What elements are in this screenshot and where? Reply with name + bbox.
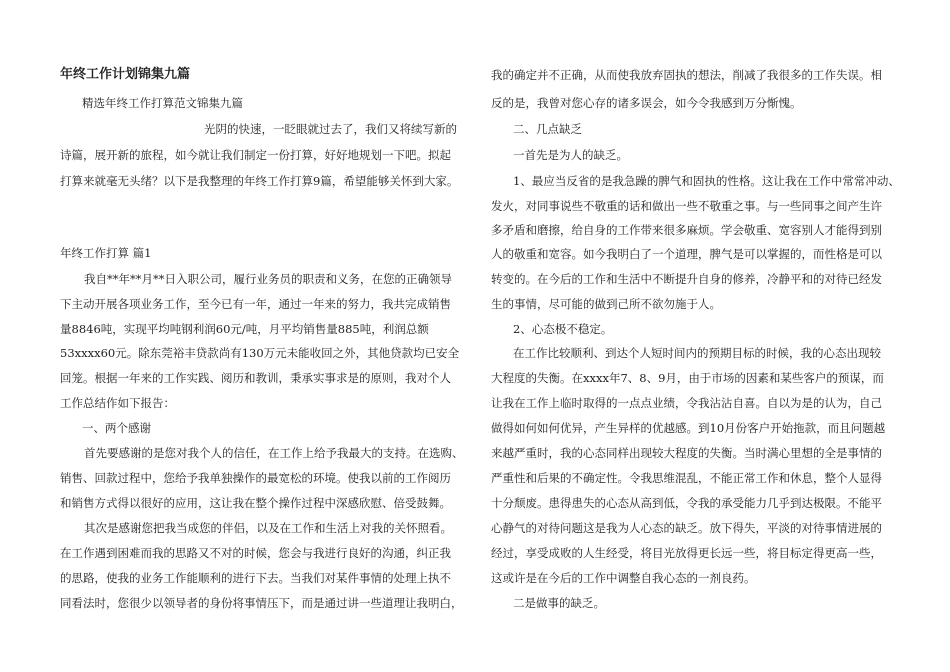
- paragraph-line: 回笼。根据一年来的工作实践、阅历和教训，秉承实事求是的原则，我对个人: [60, 371, 451, 385]
- paragraph-line: 在工作遇到困难而我的思路又不对的时候，您会与我进行良好的沟通，纠正我: [60, 546, 451, 560]
- paragraph-line: 其次是感谢您把我当成您的伴侣，以及在工作和生活上对我的关怀照看。: [84, 521, 452, 535]
- paragraph-line: 我自**年**月**日入职公司，履行业务员的职责和义务，在您的正确领导: [84, 272, 452, 286]
- paragraph-line: 1、最应当反省的是我急躁的脾气和固执的性格。这让我在工作中常常冲动、: [513, 174, 900, 188]
- paragraph-line: 严重性和后果的不确定性。令我思维混乱，不能正常工作和休息，整个人显得: [491, 471, 882, 485]
- heading: 一、两个感谢: [82, 421, 151, 435]
- section-title: 年终工作打算 篇1: [60, 246, 152, 260]
- paragraph-line: 工作总结作如下报告：: [60, 396, 175, 410]
- paragraph-line: 下主动开展各项业务工作，至今已有一年，通过一年来的努力，我共完成销售: [60, 297, 451, 311]
- subheading: 一首先是为人的缺乏。: [513, 148, 628, 162]
- paragraph-line: 心静气的对待问题这是我为人心态的缺乏。放下得失，平淡的对待事情进展的: [491, 521, 882, 535]
- paragraph-line: 在工作比较顺利、到达个人短时间内的预期目标的时候，我的心态出现较: [513, 346, 881, 360]
- subheading: 2、心态极不稳定。: [513, 322, 613, 336]
- subheading: 二是做事的缺乏。: [513, 596, 605, 610]
- paragraph-line: 的思路，使我的业务工作能顺利的进行下去。当我们对某件事情的处理上执不: [60, 571, 451, 585]
- paragraph-line: 反的是，我曾对您心存的诸多误会，如今令我感到万分惭愧。: [491, 96, 802, 110]
- paragraph-line: 首先要感谢的是您对我个人的信任，在工作上给予我最大的支持。在选购、: [84, 446, 464, 460]
- paragraph-line: 我的确定并不正确，从而使我放弃固执的想法，削减了我很多的工作失误。相: [491, 68, 882, 82]
- heading: 二、几点缺乏: [513, 122, 582, 136]
- intro-line: 诗篇，展开新的旅程，如今就让我们制定一份打算，好好地规划一下吧。拟起: [60, 148, 451, 162]
- intro-line: 光阴的快速，一眨眼就过去了，我们又将续写新的: [204, 122, 457, 136]
- document-title: 年终工作计划锦集九篇: [60, 67, 191, 82]
- paragraph-line: 53xxxx60元。除东莞裕丰贷款尚有130万元未能收回之外，其他贷款均已安全: [60, 346, 460, 360]
- paragraph-line: 让我在工作上临时取得的一点点业绩，令我沾沾自喜。自以为是的认为，自己: [491, 396, 882, 410]
- paragraph-line: 经过，享受成败的人生经受，将目光放得更长远一些，将目标定得更高一些，: [491, 546, 882, 560]
- paragraph-line: 销售、回款过程中，您给予我单独操作的最宽松的环境。使我以前的工作阅历: [60, 471, 451, 485]
- paragraph-line: 大程度的失衡。在xxxx年7、8、9月，由于市场的因素和某些客户的预谋，而: [491, 371, 884, 385]
- paragraph-line: 这或许是在今后的工作中调整自我心态的一剂良药。: [491, 571, 756, 585]
- paragraph-line: 同看法时，您很少以领导者的身份将事情压下，而是通过讲一些道理让我明白，: [60, 596, 463, 610]
- intro-line: 打算来就毫无头绪？以下是我整理的年终工作打算9篇，希望能够关怀到大家。: [60, 174, 459, 188]
- paragraph-line: 和销售方式得以很好的应用，这让我在整个操作过程中深感欣慰、倍受鼓舞。: [60, 496, 451, 510]
- paragraph-line: 量8846吨，实现平均吨钢利润60元/吨，月平均销售量885吨，利润总额: [60, 322, 429, 336]
- paragraph-line: 转变的。在今后的工作和生活中不断提升自身的修养，冷静平和的对待已经发: [491, 272, 882, 286]
- paragraph-line: 人的敬重和宽容。如今我明白了一个道理，脾气是可以掌握的，而性格是可以: [491, 247, 882, 261]
- paragraph-line: 生的事情，尽可能的做到己所不欲勿施于人。: [491, 297, 721, 311]
- paragraph-line: 多矛盾和磨擦，给自身的工作带来很多麻烦。学会敬重、宽容别人才能得到别: [491, 223, 882, 237]
- paragraph-line: 十分颓废。患得患失的心态从高到低，令我的承受能力几乎到达极限。不能平: [491, 496, 882, 510]
- paragraph-line: 来越严重时，我的心态同样出现较大程度的失衡。当时满心里想的全是事情的: [491, 446, 882, 460]
- paragraph-line: 做得如何如何优异，产生异样的优越感。到10月份客户开始拖款，而且问题越: [491, 421, 886, 435]
- paragraph-line: 发火，对同事说些不敬重的话和做出一些不敬重之事。与一些同事之间产生许: [491, 199, 882, 213]
- document-subtitle: 精选年终工作打算范文锦集九篇: [82, 96, 243, 110]
